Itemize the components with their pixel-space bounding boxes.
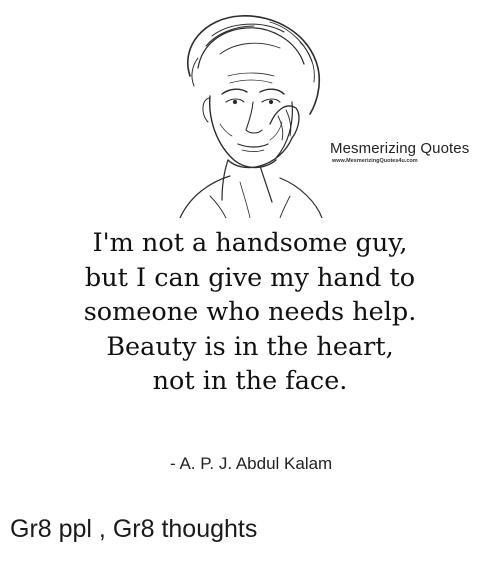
post-caption [0, 497, 500, 566]
brand-url: www.MesmerizingQuotes4u.com [332, 158, 418, 164]
quote-author: - A. P. J. Abdul Kalam [170, 454, 333, 473]
quote-line: not in the face. [152, 366, 348, 396]
quote-line: I'm not a handsome guy, [92, 228, 408, 258]
quote-line: Beauty is in the heart, [106, 331, 394, 362]
quote-text [0, 226, 500, 399]
brand-name: Mesmerizing Quotes [330, 140, 470, 157]
brand-block [330, 140, 500, 164]
caption-text: Gr8 ppl , Gr8 thoughts [10, 515, 258, 543]
quote-line: but I can give my hand to [84, 262, 416, 293]
quote-line: someone who needs help. [83, 297, 417, 327]
portrait-sketch [150, 6, 326, 218]
